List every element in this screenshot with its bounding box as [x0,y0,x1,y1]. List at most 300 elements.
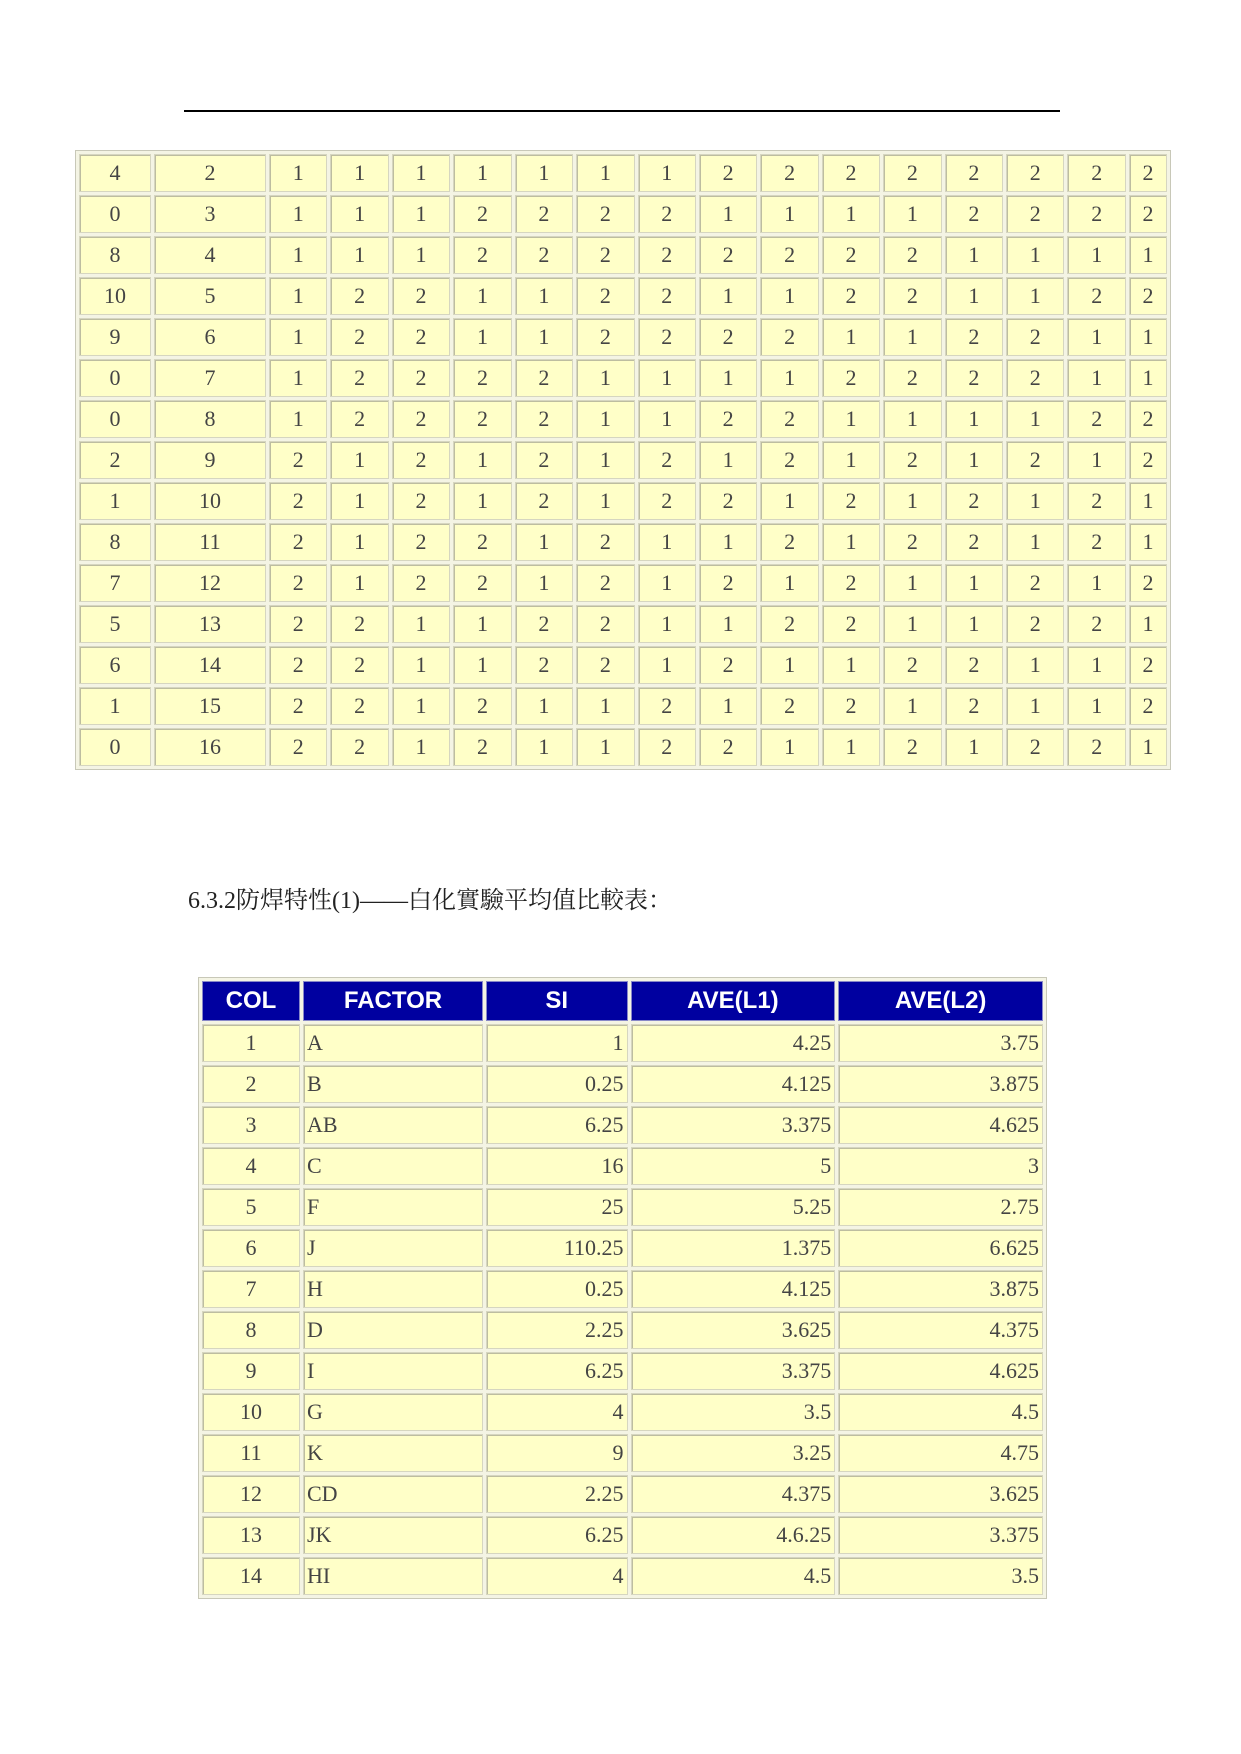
table-cell: 1 [883,318,941,356]
col-cell: 5 [202,1188,300,1226]
table-cell: 2 [453,523,511,561]
table-cell: 2 [392,482,450,520]
ave-l2-cell: 4.625 [838,1352,1043,1390]
table-cell: 2 [945,523,1003,561]
table-cell: 7 [154,359,266,397]
factor-cell: A [303,1024,483,1062]
table-cell: 2 [453,400,511,438]
ave-l2-cell: 3.75 [838,1024,1043,1062]
table-cell: 1 [269,359,327,397]
table-cell: 1 [822,523,880,561]
table-cell: 1 [1006,236,1064,274]
table-cell: 5 [154,277,266,315]
table-cell: 1 [453,646,511,684]
table-cell: 1 [392,236,450,274]
table-cell: 1 [1129,605,1167,643]
si-cell: 6.25 [486,1352,628,1390]
table-cell: 2 [1006,195,1064,233]
table-cell: 2 [760,400,818,438]
table-cell: 2 [822,154,880,192]
table-cell: 1 [760,277,818,315]
table-cell: 0 [79,359,151,397]
table-cell: 2 [515,646,573,684]
table-cell: 2 [822,359,880,397]
table-cell: 2 [883,646,941,684]
col-cell: 3 [202,1106,300,1144]
si-cell: 4 [486,1393,628,1431]
table-cell: 1 [515,687,573,725]
table-cell: 1 [79,482,151,520]
table-cell: 2 [269,605,327,643]
table-cell: 2 [154,154,266,192]
table-cell: 2 [330,318,388,356]
ave-l1-cell: 3.375 [631,1106,836,1144]
orthogonal-array-body [79,154,1167,766]
ave-l1-cell: 3.625 [631,1311,836,1349]
table-cell: 1 [515,728,573,766]
table-cell: 1 [945,728,1003,766]
si-cell: 16 [486,1147,628,1185]
table-row [79,605,1167,643]
ave-l1-cell: 4.25 [631,1024,836,1062]
si-cell: 25 [486,1188,628,1226]
table-cell: 1 [822,728,880,766]
table-cell: 1 [699,195,757,233]
table-row [79,236,1167,274]
table-cell: 1 [269,277,327,315]
table-row [202,1188,1043,1226]
table-row [79,482,1167,520]
table-cell: 2 [699,646,757,684]
table-cell: 2 [1006,318,1064,356]
header-ave-l2: AVE(L2) [838,981,1043,1021]
table-cell: 1 [453,154,511,192]
table-cell: 1 [945,277,1003,315]
ave-l1-cell: 3.25 [631,1434,836,1472]
si-cell: 2.25 [486,1475,628,1513]
table-cell: 1 [760,564,818,602]
table-cell: 1 [760,728,818,766]
table-cell: 1 [883,482,941,520]
col-cell: 4 [202,1147,300,1185]
table-cell: 2 [515,605,573,643]
si-cell: 0.25 [486,1065,628,1103]
table-row [202,1106,1043,1144]
table-cell: 1 [576,359,634,397]
factor-cell: H [303,1270,483,1308]
table-row [202,1475,1043,1513]
table-cell: 1 [945,400,1003,438]
table-cell: 1 [515,277,573,315]
table-cell: 2 [699,564,757,602]
table-cell: 2 [453,195,511,233]
col-cell: 7 [202,1270,300,1308]
orthogonal-array-table [75,150,1171,770]
table-cell: 10 [154,482,266,520]
table-cell: 2 [822,687,880,725]
table-cell: 1 [945,441,1003,479]
table-cell: 1 [1129,523,1167,561]
si-cell: 0.25 [486,1270,628,1308]
table-cell: 2 [392,277,450,315]
col-cell: 14 [202,1557,300,1595]
table-cell: 2 [269,482,327,520]
table-cell: 1 [392,646,450,684]
table-cell: 1 [638,646,696,684]
table-cell: 2 [638,236,696,274]
col-cell: 8 [202,1311,300,1349]
table-cell: 2 [699,154,757,192]
table-cell: 1 [392,195,450,233]
section-heading: 6.3.2防焊特性(1)——白化實驗平均值比較表： [188,888,672,914]
table-cell: 2 [392,359,450,397]
table-cell: 2 [1067,523,1126,561]
table-cell: 1 [638,154,696,192]
ave-l1-cell: 5 [631,1147,836,1185]
table-cell: 1 [1067,359,1126,397]
table-cell: 2 [883,728,941,766]
table-cell: 3 [154,195,266,233]
table-cell: 2 [576,318,634,356]
table-cell: 1 [576,728,634,766]
table-cell: 2 [1067,277,1126,315]
table-cell: 1 [1129,728,1167,766]
table-cell: 1 [576,482,634,520]
table-cell: 1 [269,400,327,438]
table-cell: 2 [1129,646,1167,684]
factor-cell: G [303,1393,483,1431]
table-cell: 2 [883,523,941,561]
table-cell: 1 [699,605,757,643]
table-cell: 2 [883,277,941,315]
table-cell: 2 [1006,564,1064,602]
table-cell: 1 [330,523,388,561]
table-cell: 8 [79,236,151,274]
table-cell: 1 [699,441,757,479]
table-cell: 2 [515,236,573,274]
table-cell: 1 [1006,482,1064,520]
table-cell: 2 [330,359,388,397]
table-cell: 12 [154,564,266,602]
table-row [202,1147,1043,1185]
ave-l1-cell: 3.5 [631,1393,836,1431]
table-cell: 2 [392,564,450,602]
table-cell: 2 [269,687,327,725]
table-cell: 2 [699,400,757,438]
table-cell: 1 [453,277,511,315]
table-row [79,523,1167,561]
table-cell: 1 [392,605,450,643]
table-cell: 2 [269,441,327,479]
table-cell: 2 [1006,359,1064,397]
col-cell: 1 [202,1024,300,1062]
table-cell: 1 [576,400,634,438]
table-cell: 2 [330,728,388,766]
table-cell: 10 [79,277,151,315]
table-cell: 1 [453,318,511,356]
table-cell: 1 [760,359,818,397]
ave-l2-cell: 3.875 [838,1065,1043,1103]
table-cell: 1 [1067,236,1126,274]
table-cell: 1 [330,236,388,274]
header-si: SI [486,981,628,1021]
ave-l2-cell: 4.5 [838,1393,1043,1431]
ave-l2-cell: 3 [838,1147,1043,1185]
table-cell: 1 [1006,277,1064,315]
table-row [79,646,1167,684]
table-cell: 1 [330,441,388,479]
table-cell: 4 [154,236,266,274]
ave-l2-cell: 3.375 [838,1516,1043,1554]
table-cell: 2 [453,359,511,397]
table-cell: 1 [1067,441,1126,479]
factor-cell: D [303,1311,483,1349]
factor-cell: JK [303,1516,483,1554]
header-factor: FACTOR [303,981,483,1021]
table-cell: 2 [945,318,1003,356]
ave-l1-cell: 4.125 [631,1270,836,1308]
ave-l2-cell: 3.875 [838,1270,1043,1308]
col-cell: 6 [202,1229,300,1267]
ave-l2-cell: 6.625 [838,1229,1043,1267]
table-cell: 1 [822,646,880,684]
table-cell: 1 [515,523,573,561]
si-cell: 4 [486,1557,628,1595]
table-cell: 0 [79,195,151,233]
table-row [79,687,1167,725]
table-row [202,1352,1043,1390]
si-cell: 1 [486,1024,628,1062]
table-cell: 2 [576,236,634,274]
table-cell: 2 [79,441,151,479]
table-cell: 1 [883,605,941,643]
average-comparison-table [198,977,1047,1599]
table-cell: 2 [945,359,1003,397]
table-cell: 2 [1006,441,1064,479]
ave-l2-cell: 2.75 [838,1188,1043,1226]
table-cell: 1 [330,195,388,233]
table-cell: 1 [883,400,941,438]
factor-cell: HI [303,1557,483,1595]
table-cell: 2 [330,277,388,315]
table-cell: 1 [699,523,757,561]
col-cell: 11 [202,1434,300,1472]
table-cell: 2 [576,605,634,643]
ave-l1-cell: 4.125 [631,1065,836,1103]
table-cell: 2 [945,482,1003,520]
table-cell: 1 [945,236,1003,274]
col-cell: 12 [202,1475,300,1513]
table-cell: 2 [822,277,880,315]
table-cell: 1 [576,441,634,479]
table-cell: 2 [699,318,757,356]
table-cell: 16 [154,728,266,766]
ave-l1-cell: 5.25 [631,1188,836,1226]
table-cell: 1 [638,605,696,643]
table-row [79,277,1167,315]
table-cell: 2 [945,646,1003,684]
table-cell: 2 [330,605,388,643]
table-cell: 1 [392,728,450,766]
table-cell: 2 [945,687,1003,725]
table-cell: 2 [638,318,696,356]
table-cell: 2 [699,728,757,766]
table-cell: 2 [760,154,818,192]
table-row [79,195,1167,233]
table-cell: 1 [1006,646,1064,684]
table-cell: 2 [1067,154,1126,192]
table-cell: 1 [1067,687,1126,725]
table-row [202,1311,1043,1349]
table-cell: 2 [453,728,511,766]
table-cell: 4 [79,154,151,192]
si-cell: 6.25 [486,1516,628,1554]
table-cell: 1 [576,154,634,192]
table-cell: 9 [154,441,266,479]
table-cell: 1 [945,605,1003,643]
table-cell: 2 [883,236,941,274]
table-cell: 2 [638,441,696,479]
header-row [202,981,1043,1021]
table-cell: 2 [576,195,634,233]
table-cell: 6 [154,318,266,356]
table-cell: 0 [79,728,151,766]
table-cell: 2 [269,728,327,766]
table-cell: 2 [1129,277,1167,315]
table-cell: 2 [699,482,757,520]
table-cell: 1 [269,195,327,233]
col-cell: 13 [202,1516,300,1554]
table-cell: 2 [760,318,818,356]
table-cell: 2 [1067,195,1126,233]
table-cell: 2 [576,523,634,561]
table-cell: 1 [638,359,696,397]
table-cell: 1 [269,154,327,192]
table-row [79,728,1167,766]
table-cell: 2 [1129,687,1167,725]
table-cell: 1 [699,687,757,725]
table-cell: 2 [760,605,818,643]
table-cell: 2 [760,441,818,479]
table-cell: 2 [638,687,696,725]
ave-l1-cell: 3.375 [631,1352,836,1390]
ave-l2-cell: 3.625 [838,1475,1043,1513]
table-cell: 1 [638,564,696,602]
factor-cell: B [303,1065,483,1103]
table-cell: 1 [760,646,818,684]
table-row [202,1516,1043,1554]
table-cell: 2 [760,236,818,274]
table-cell: 1 [883,564,941,602]
table-cell: 2 [822,564,880,602]
table-row [202,1393,1043,1431]
table-cell: 2 [1006,605,1064,643]
table-cell: 2 [1067,482,1126,520]
table-cell: 2 [1067,400,1126,438]
ave-l1-cell: 4.5 [631,1557,836,1595]
factor-cell: K [303,1434,483,1472]
table-cell: 2 [1006,728,1064,766]
table-cell: 2 [576,646,634,684]
table-cell: 1 [453,441,511,479]
table-cell: 2 [330,400,388,438]
table-cell: 1 [760,482,818,520]
table-cell: 2 [515,195,573,233]
table-cell: 1 [1006,687,1064,725]
table-cell: 2 [1129,154,1167,192]
table-cell: 2 [453,564,511,602]
table-cell: 2 [945,154,1003,192]
table-cell: 2 [515,482,573,520]
table-cell: 2 [392,318,450,356]
table-cell: 2 [883,154,941,192]
table-cell: 2 [269,646,327,684]
table-cell: 1 [699,359,757,397]
table-cell: 1 [515,154,573,192]
table-cell: 1 [822,400,880,438]
table-row [79,400,1167,438]
table-cell: 1 [883,195,941,233]
table-cell: 1 [1129,359,1167,397]
table-cell: 2 [638,482,696,520]
table-row [79,441,1167,479]
table-cell: 2 [392,441,450,479]
table-cell: 1 [699,277,757,315]
table-cell: 1 [1006,400,1064,438]
table-row [202,1270,1043,1308]
si-cell: 6.25 [486,1106,628,1144]
average-comparison-body [202,1024,1043,1595]
si-cell: 110.25 [486,1229,628,1267]
table-cell: 2 [699,236,757,274]
si-cell: 9 [486,1434,628,1472]
table-cell: 1 [453,482,511,520]
table-cell: 2 [883,441,941,479]
ave-l1-cell: 1.375 [631,1229,836,1267]
table-cell: 1 [1067,646,1126,684]
table-cell: 1 [515,318,573,356]
table-cell: 1 [576,687,634,725]
col-cell: 10 [202,1393,300,1431]
table-cell: 1 [822,195,880,233]
table-cell: 14 [154,646,266,684]
table-cell: 2 [269,523,327,561]
factor-cell: C [303,1147,483,1185]
table-cell: 8 [79,523,151,561]
table-cell: 1 [392,687,450,725]
table-cell: 1 [330,154,388,192]
table-cell: 1 [269,318,327,356]
table-row [79,154,1167,192]
table-cell: 2 [330,646,388,684]
table-cell: 2 [1067,728,1126,766]
table-cell: 1 [79,687,151,725]
table-cell: 1 [269,236,327,274]
table-row [202,1557,1043,1595]
col-cell: 9 [202,1352,300,1390]
table-cell: 15 [154,687,266,725]
table-cell: 2 [638,728,696,766]
table-row [79,564,1167,602]
factor-cell: J [303,1229,483,1267]
table-row [202,1434,1043,1472]
table-cell: 1 [1006,523,1064,561]
ave-l1-cell: 4.6.25 [631,1516,836,1554]
table-cell: 1 [822,441,880,479]
table-cell: 2 [1129,441,1167,479]
table-cell: 1 [638,523,696,561]
table-cell: 8 [154,400,266,438]
